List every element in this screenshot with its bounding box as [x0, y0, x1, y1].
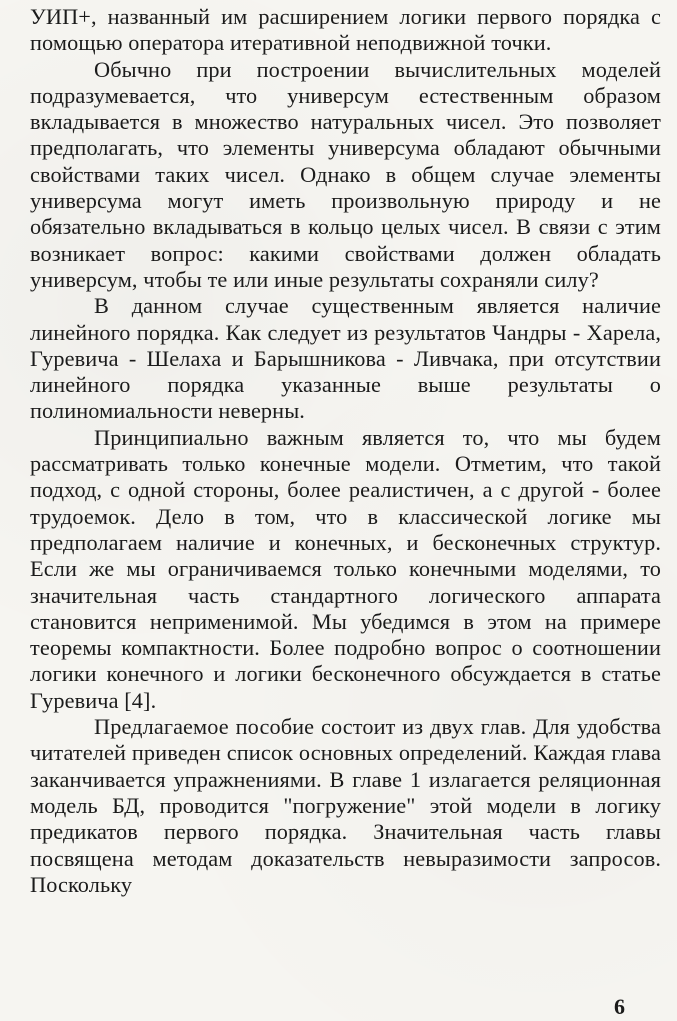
page-number: 6 — [614, 994, 625, 1019]
paragraph-universe: Обычно при построении вычислительных моделей подразумевается, что универсум естественным образом вкладывается в множество натуральных чисел. Это позволяет предполагать, что элементы универсума обладают обычными свойствами таких чисел. Однако в общем случае элементы универсума могут иметь произвольную природу и не обязательно вкладываться в кольцо целых чисел. В связи с этим возникает вопрос: какими свойствами должен обладать универсум, чтобы те или иные результаты сохраняли силу? — [30, 56, 661, 292]
paragraph-linear-order: В данном случае существенным является наличие линейного порядка. Как следует из результатов Чандры - Харела, Гуревича - Шелаха и Барышникова - Ливчака, при отсутствии линейного порядка указанные выше результаты о полиномиальности неверны. — [30, 293, 661, 424]
paragraph-manual-structure: Предлагаемое пособие состоит из двух глав. Для удобства читателей приведен список основных определений. Каждая глава заканчивается упражнениями. В главе 1 излагается реляционная модель БД, проводится "погружение" этой модели в логику предикатов первого порядка. Значительная часть главы посвящена методам доказательств невыразимости запросов. Поскольку — [30, 714, 661, 897]
paragraph-continued: УИП+, названный им расширением логики первого порядка с помощью оператора итеративной неподвижной точки. — [30, 4, 661, 56]
paragraph-finite-models: Принципиально важным является то, что мы будем рассматривать только конечные модели. Отметим, что такой подход, с одной стороны, более реалистичен, а с другой - более трудоемок. Дело в том, что в классической логике мы предполагаем наличие и конечных, и бесконечных структур. Если же мы ограничиваемся только конечными моделями, то значительная часть стандартного логического аппарата становится неприменимой. Мы убедимся в этом на примере теоремы компактности. Более подробно вопрос о соотношении логики конечного и логики бесконечного обсуждается в статье Гуревича [4]. — [30, 424, 661, 713]
